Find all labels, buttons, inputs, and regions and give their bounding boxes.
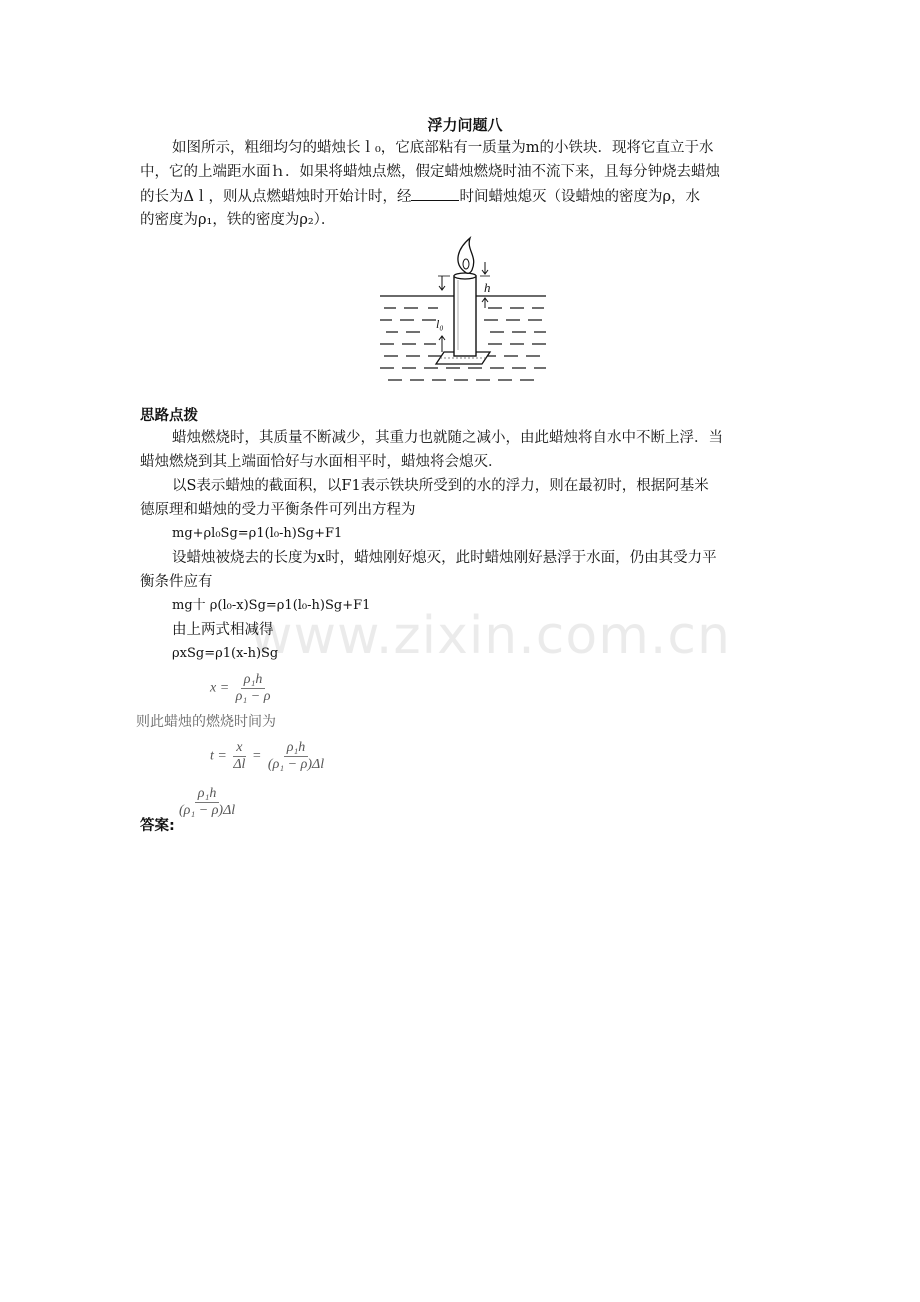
h-arrow-top — [482, 262, 488, 274]
watermark: www.zixin.com.cn — [250, 606, 731, 666]
equation-2: mg十 ρ(l₀-x)Sg=ρ1(l₀-h)Sg+F1 — [172, 598, 371, 613]
hint-p3a: 设蜡烛被烧去的长度为x时，蜡烛刚好熄灭，此时蜡烛刚好悬浮于水面，仍由其受力平 — [172, 550, 717, 566]
answer-blank — [411, 186, 459, 201]
label-h: h — [484, 280, 491, 295]
candle-figure — [378, 236, 548, 390]
formula-t — [210, 740, 327, 773]
formula-t-fraction-1 — [230, 740, 248, 773]
problem-line-2: 中，它的上端距水面ｈ．如果将蜡烛点燃，假定蜡烛燃烧时油不流下来，且每分钟烧去蜡烛 — [140, 164, 720, 180]
l0-arrow-bottom — [439, 336, 445, 352]
hint-p2a: 以S表示蜡烛的截面积，以F1表示铁块所受到的水的浮力，则在最初时，根据阿基米 — [172, 478, 709, 494]
problem-line-4: 的密度为ρ₁，铁的密度为ρ₂）． — [140, 212, 336, 228]
formula-t-num2: ρ₁h — [284, 740, 309, 757]
candle-diagram — [378, 236, 548, 386]
answer-fraction — [176, 786, 238, 819]
problem-line-3-a: 的长为Δｌ，则从点燃蜡烛时开始计时，经 — [140, 189, 412, 205]
formula-t-fraction-2 — [265, 740, 327, 773]
formula-x-lhs: x = — [210, 680, 230, 696]
problem-line-3 — [140, 186, 700, 207]
formula-t-num1: x — [233, 740, 245, 757]
formula-x-den: ρ₁ − ρ — [235, 689, 271, 704]
equation-3: ρxSg=ρ1(x-h)Sg — [172, 646, 279, 661]
formula-t-equals: = — [251, 748, 262, 764]
equation-1: mg+ρl₀Sg=ρ1(l₀-h)Sg+F1 — [172, 526, 343, 541]
hint-p2b: 德原理和蜡烛的受力平衡条件可列出方程为 — [140, 502, 416, 518]
hint-heading: 思路点拨 — [140, 408, 198, 424]
candle-body — [454, 276, 476, 356]
problem-line-1: 如图所示，粗细均匀的蜡烛长ｌ₀，它底部粘有一质量为m的小铁块．现将它直立于水 — [172, 140, 714, 156]
page-title: 浮力问题八 — [427, 116, 503, 134]
formula-t-lhs: t = — [210, 748, 227, 764]
problem-line-3-b: 时间蜡烛熄灭（设蜡烛的密度为ρ，水 — [459, 189, 701, 205]
formula-t-den1: Δl — [233, 757, 246, 772]
formula-t-den2: (ρ₁ − ρ)Δl — [267, 757, 325, 772]
formula-x-fraction — [233, 672, 274, 705]
formula-x — [210, 672, 273, 705]
hint-p3b: 衡条件应有 — [140, 574, 213, 590]
formula-x-num: ρ₁h — [241, 672, 266, 689]
label-l0: l₀ — [436, 317, 444, 331]
answer-num: ρ₁h — [195, 786, 220, 803]
hint-p1b: 蜡烛燃烧到其上端面恰好与水面相平时，蜡烛将会熄灭． — [140, 454, 503, 470]
hint-p5: 则此蜡烛的燃烧时间为 — [136, 714, 276, 730]
answer-den: (ρ₁ − ρ)Δl — [179, 803, 236, 818]
answer-label: 答案: — [140, 818, 175, 834]
hint-p1a: 蜡烛燃烧时，其质量不断减少，其重力也就随之减小，由此蜡烛将自水中不断上浮．当 — [172, 430, 723, 446]
hint-p4: 由上两式相减得 — [172, 622, 274, 638]
h-arrow-bottom — [482, 298, 488, 308]
answer-formula — [176, 786, 238, 819]
candle-top — [454, 273, 476, 279]
l0-arrow-top — [439, 276, 445, 290]
